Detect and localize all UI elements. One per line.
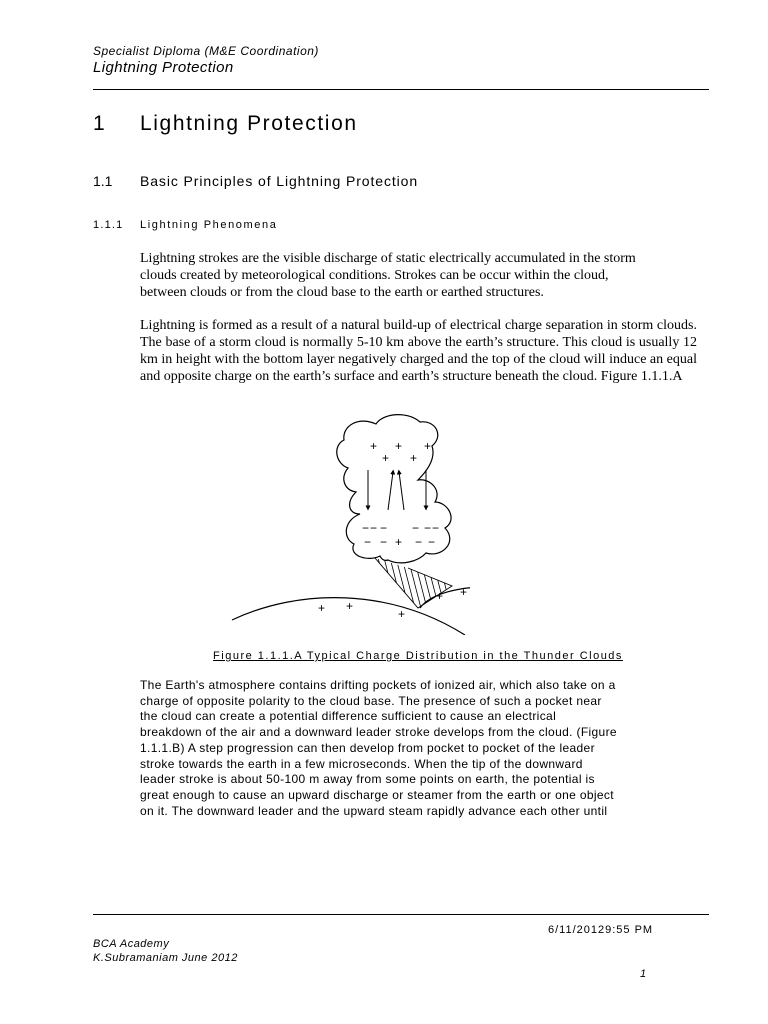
- paragraph-line: the cloud can create a potential difference sufficient to cause an electrical: [140, 709, 557, 724]
- page-number: 1: [640, 968, 647, 980]
- header-divider: [93, 89, 709, 90]
- charge-minus: −: [415, 535, 423, 549]
- charge-minus: −: [380, 535, 388, 549]
- charge-plus: +: [410, 451, 418, 465]
- charge-plus: +: [346, 599, 354, 613]
- footer-divider: [93, 914, 709, 915]
- charge-minus: −: [370, 521, 378, 535]
- heading-3-number: 1.1.1: [93, 219, 124, 231]
- arrow-up-left: [388, 472, 393, 510]
- heading-1-title: Lightning Protection: [140, 112, 358, 135]
- figure-caption: Figure 1.1.1.A Typical Charge Distribution in the Thunder Clouds: [213, 650, 623, 662]
- footer-datetime: 6/11/20129:55 PM: [548, 924, 654, 936]
- charge-plus: +: [382, 451, 390, 465]
- charge-minus: −: [432, 521, 440, 535]
- heading-2-number: 1.1: [93, 173, 113, 189]
- charge-plus: +: [370, 439, 378, 453]
- paragraph-line: clouds created by meteorological conditions. Strokes can be occur within the cloud,: [140, 268, 609, 283]
- heading-3-title: Lightning Phenomena: [140, 219, 278, 231]
- charge-minus: −: [364, 535, 372, 549]
- charge-minus: −: [380, 521, 388, 535]
- paragraph-line: charge of opposite polarity to the cloud base. The presence of such a pocket near: [140, 693, 602, 708]
- header-course-title: Specialist Diploma (M&E Coordination): [93, 44, 319, 58]
- paragraph-line: Lightning strokes are the visible discharge of static electrically accumulated in the storm: [140, 251, 636, 266]
- footer-author: K.Subramaniam June 2012: [93, 952, 238, 964]
- arrow-up-right: [399, 472, 404, 510]
- charge-plus: +: [424, 439, 432, 453]
- charge-minus: −: [362, 521, 370, 535]
- paragraph-line: The Earth's atmosphere contains drifting pockets of ionized air, which also take on a: [140, 678, 616, 692]
- charge-plus: +: [436, 589, 444, 603]
- paragraph-line: breakdown of the air and a downward leader stroke develops from the cloud. (Figure: [140, 725, 617, 740]
- charge-plus: +: [460, 585, 468, 599]
- thundercloud-illustration: [230, 410, 470, 635]
- charge-plus: +: [398, 607, 406, 621]
- paragraph-line: stroke towards the earth in a few microseconds. When the tip of the downward: [140, 756, 583, 771]
- charge-minus: −: [428, 535, 436, 549]
- paragraph-line: between clouds or from the cloud base to the earth or earthed structures.: [140, 285, 544, 300]
- heading-1-number: 1: [93, 112, 105, 135]
- footer-organization: BCA Academy: [93, 938, 170, 950]
- heading-2-title: Basic Principles of Lightning Protection: [140, 173, 419, 189]
- paragraph-line: 1.1.1.B) A step progression can then develop from pocket to pocket of the leader: [140, 740, 595, 755]
- paragraph-line: on it. The downward leader and the upward steam rapidly advance each other until: [140, 803, 608, 818]
- paragraph-line: leader stroke is about 50-100 m away from some points on earth, the potential is: [140, 772, 595, 787]
- header-topic-title: Lightning Protection: [93, 59, 234, 76]
- charge-plus: +: [395, 535, 403, 549]
- paragraph-ionized-air: [140, 678, 700, 819]
- paragraph-line: great enough to cause an upward discharge or steamer from the earth or one object: [140, 787, 614, 802]
- charge-plus: +: [318, 601, 326, 615]
- charge-distribution-figure: [230, 410, 470, 640]
- paragraph-lightning-strokes: [140, 250, 700, 301]
- charge-plus: +: [395, 439, 403, 453]
- charge-minus: −: [412, 521, 420, 535]
- paragraph-lightning-formation: Lightning is formed as a result of a natural build-up of electrical charge separation in storm clouds. The base of a storm cloud is normally 5-10 km above the earth’s structure. This cloud is usually 12 km in height with the bottom layer negatively charged and the top of the cloud will induce an equal and opposite charge on the earth’s surface and earth’s structure beneath the cloud. Figure 1.1.1.A: [140, 318, 697, 384]
- charge-minus: −: [424, 521, 432, 535]
